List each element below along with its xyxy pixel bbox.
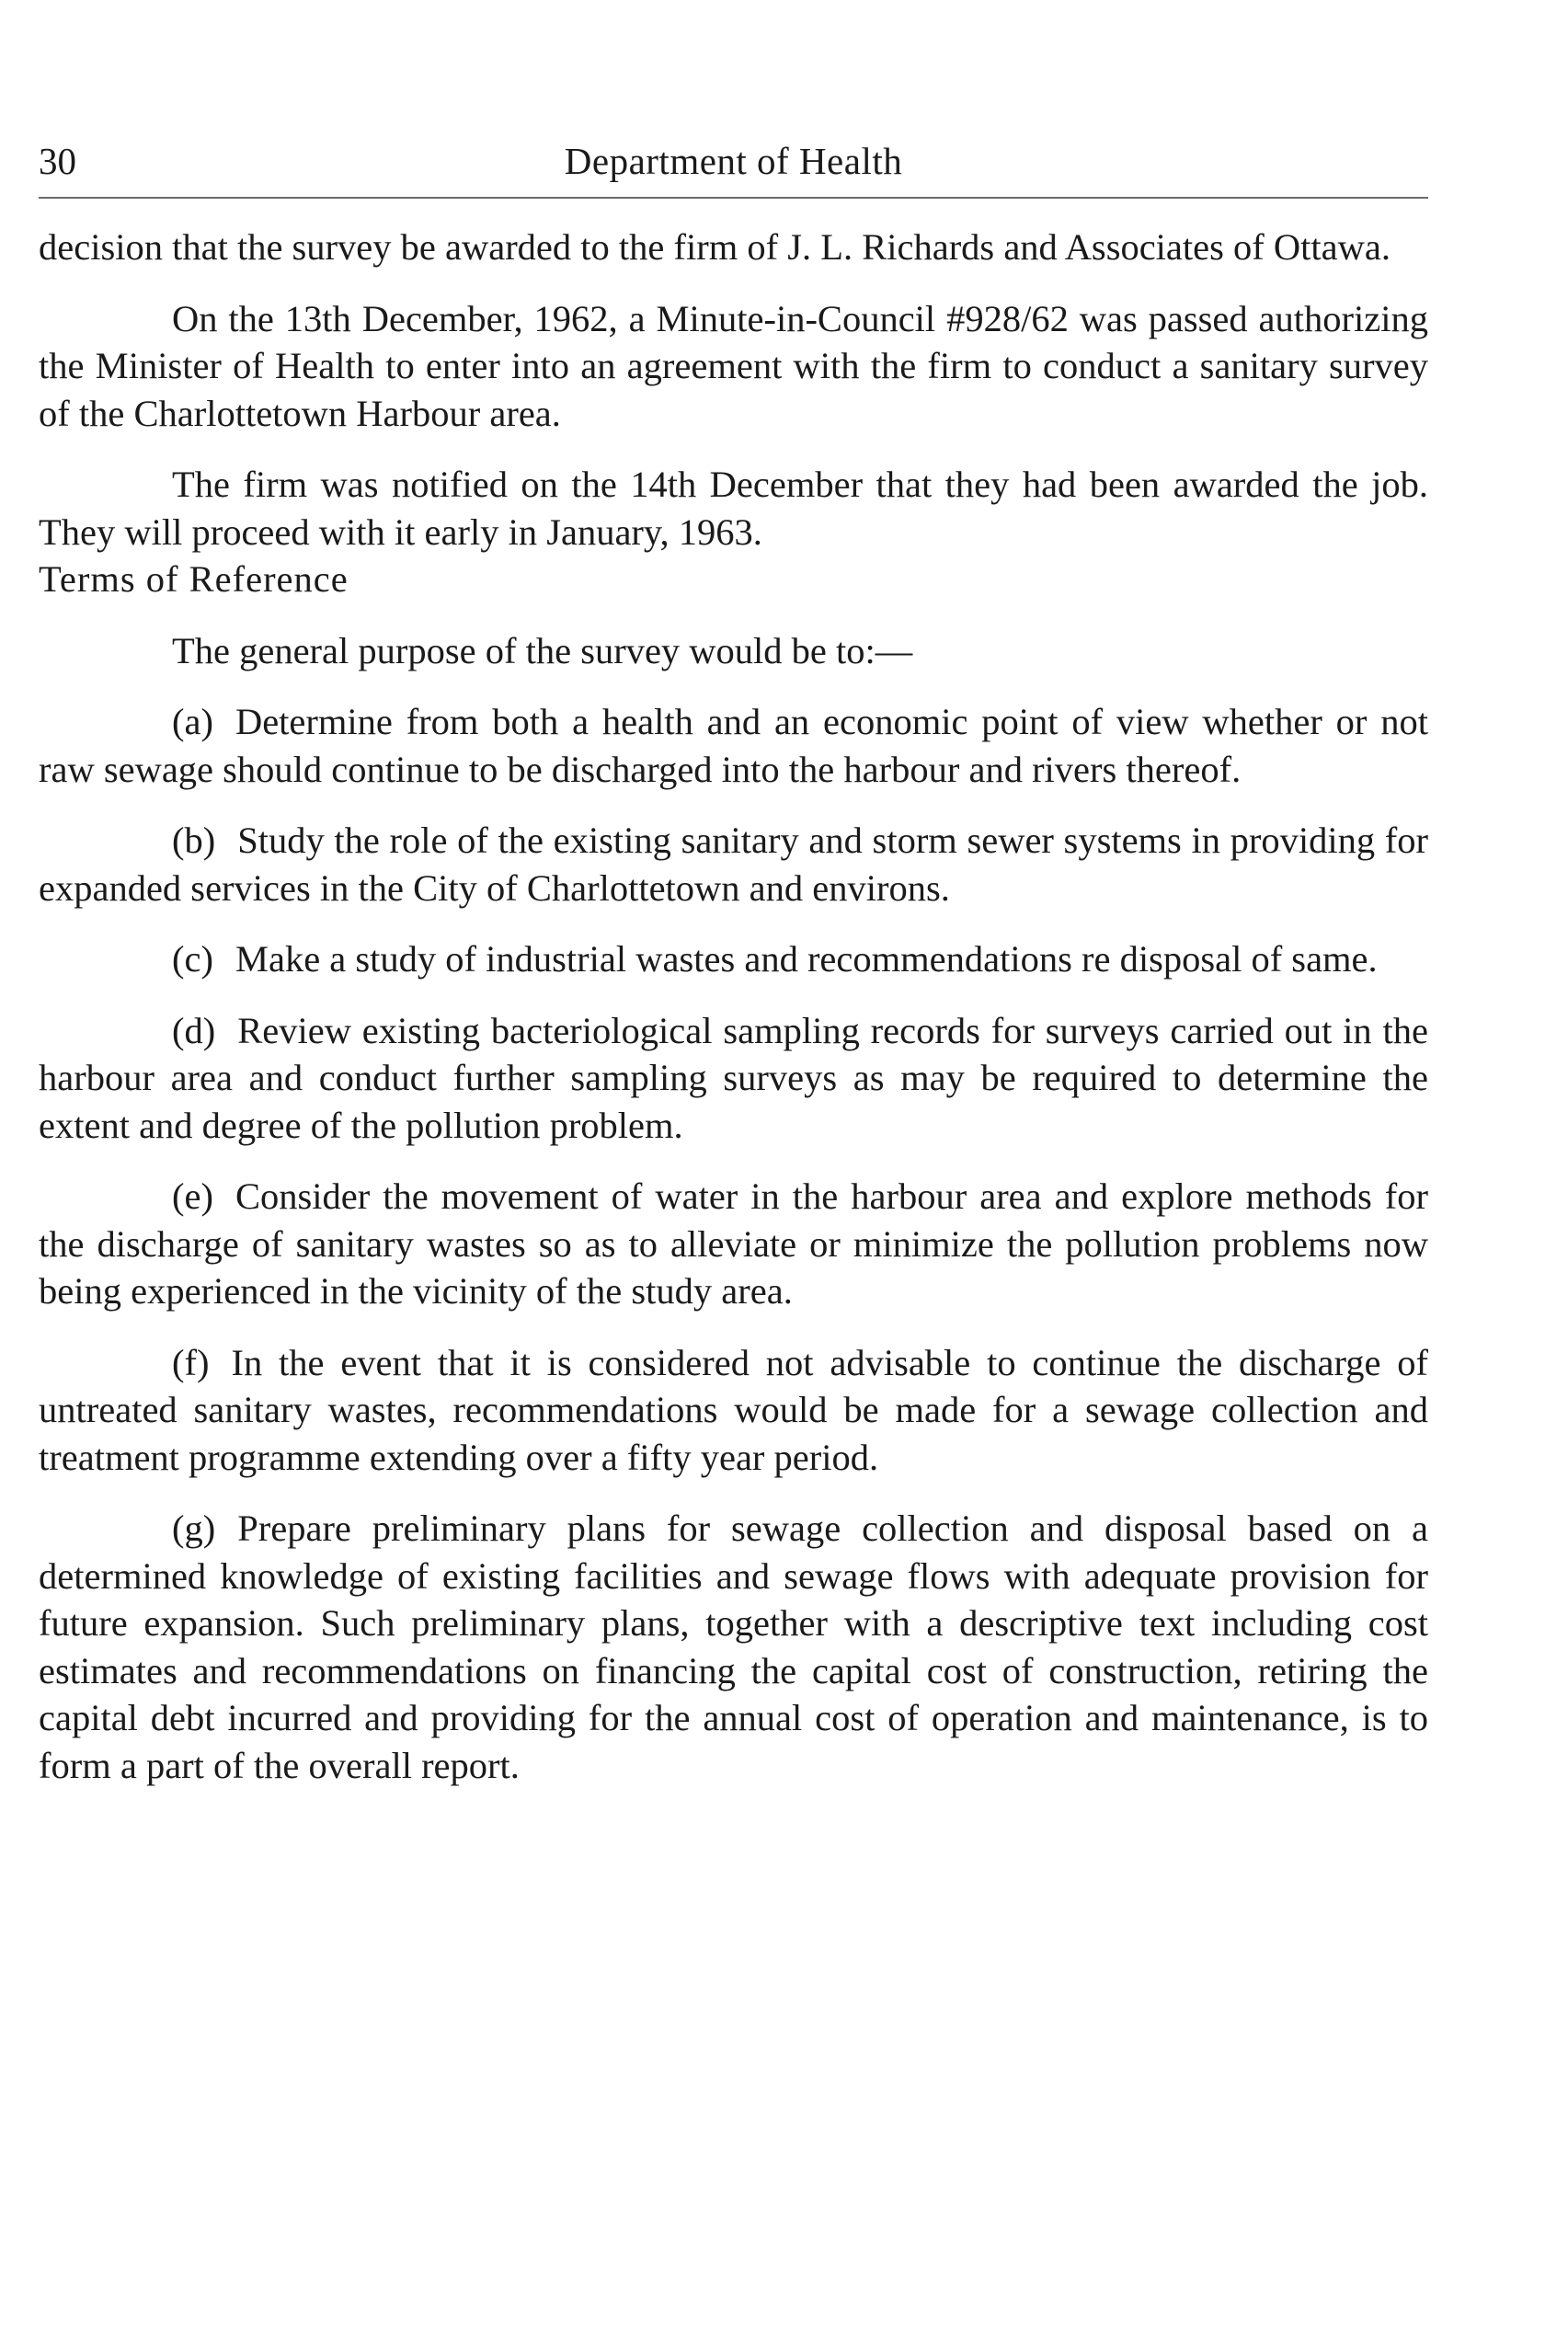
list-item-g xyxy=(39,1505,1428,1789)
page-header xyxy=(39,138,1428,193)
item-label: (f) xyxy=(172,1341,210,1383)
item-text: Consider the movement of water in the harbour area and explore methods for the discharge of sanitary wastes so as to alleviate or minimize the pollution problems now being experienced in the vicinity of the study area. xyxy=(39,1175,1428,1312)
item-label: (c) xyxy=(172,938,213,980)
list-item-c xyxy=(39,935,1428,983)
item-text: Review existing bacteriological sampling records for surveys carried out in the harbour area and conduct further sampling surveys as may be required to determine the extent and degree of the pollution problem. xyxy=(39,1009,1428,1146)
item-text: Prepare preliminary plans for sewage collection and disposal based on a determined knowledge of existing facilities and sewage flows with adequate provision for future expansion. Such preliminary plans, together with a descriptive text including cost estimates and recommendations on financing the capital cost of construction, retiring the capital debt incurred and providing for the annual cost of operation and maintenance, is to form a part of the overall report. xyxy=(39,1507,1428,1786)
list-item-f xyxy=(39,1339,1428,1482)
item-text: In the event that it is considered not advisable to continue the discharge of untreated sanitary wastes, recommendations would be made for a sewage collection and treatment programme extending over a fifty year period. xyxy=(39,1341,1428,1478)
body-text xyxy=(39,224,1428,1813)
list-item-b xyxy=(39,817,1428,911)
item-text: Determine from both a health and an economic point of view whether or not raw sewage should continue to be discharged into the harbour and rivers thereof. xyxy=(39,701,1428,790)
header-divider xyxy=(39,197,1428,199)
page-number: 30 xyxy=(39,140,76,182)
paragraph-continuation: decision that the survey be awarded to the firm of J. L. Richards and Associates of Ottawa. xyxy=(39,226,1391,268)
item-text: Study the role of the existing sanitary and storm sewer systems in providing for expanded services in the City of Charlottetown and environs. xyxy=(39,820,1428,909)
section-heading: Terms of Reference xyxy=(39,558,349,600)
item-text: Make a study of industrial wastes and recommendations re disposal of same. xyxy=(235,938,1378,980)
item-label: (e) xyxy=(172,1175,213,1217)
paragraph-minute-in-council: On the 13th December, 1962, a Minute-in-Council #928/62 was passed authorizing the Minister of Health to enter into an agreement with the firm to conduct a sanitary survey of the Charlottetown Harbour area. xyxy=(39,297,1428,434)
item-label: (a) xyxy=(172,701,213,742)
item-label: (g) xyxy=(172,1507,216,1549)
running-title: Department of Health xyxy=(564,140,903,182)
paragraph-notification: The firm was notified on the 14th December that they had been awarded the job. They will proceed with it early in January, 1963. xyxy=(39,464,1428,553)
list-item-e xyxy=(39,1173,1428,1315)
list-item-d xyxy=(39,1007,1428,1150)
item-label: (b) xyxy=(172,820,216,861)
item-label: (d) xyxy=(172,1009,216,1051)
section-intro: The general purpose of the survey would be to:— xyxy=(172,629,913,671)
list-item-a xyxy=(39,698,1428,793)
